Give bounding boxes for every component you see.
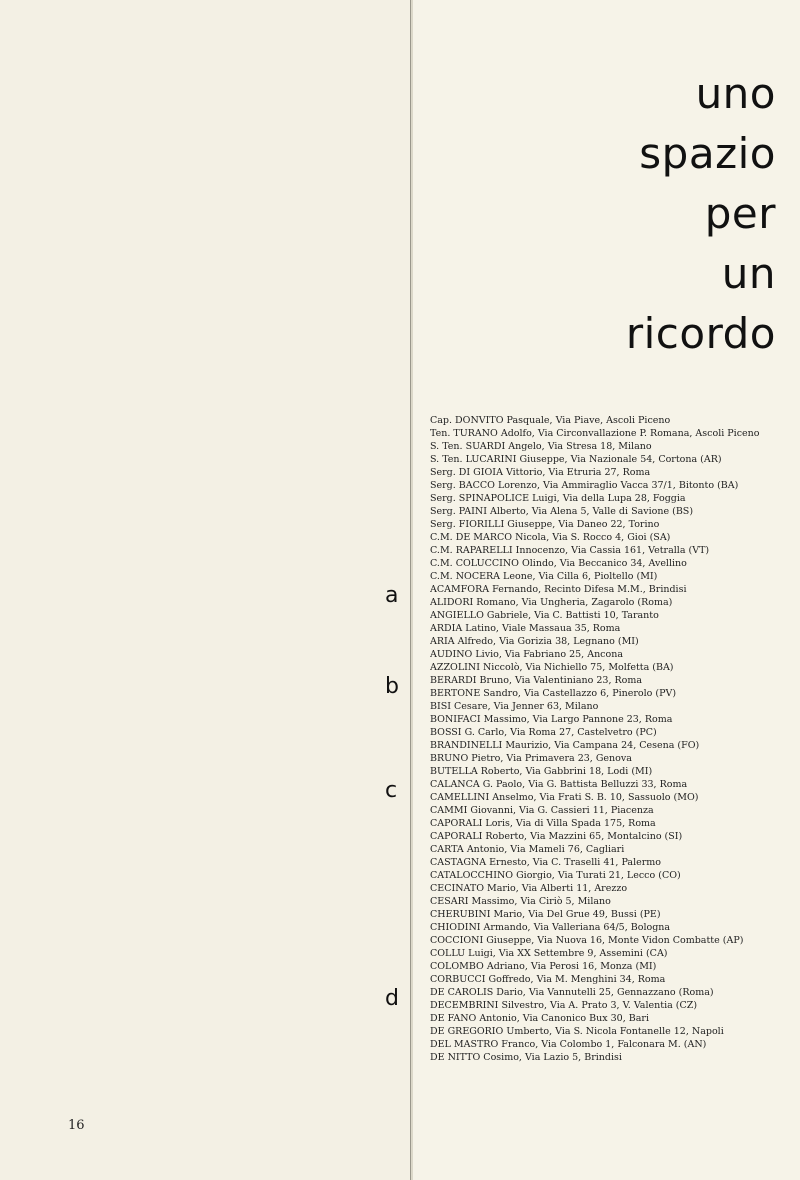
roster-entry: CAPORALI Loris, Via di Villa Spada 175, Roma xyxy=(430,818,656,829)
officer-entry: Serg. PAINI Alberto, Via Alena 5, Valle di Savione (BS) xyxy=(430,506,694,517)
roster-entry: COLOMBO Adriano, Via Perosi 16, Monza (MI) xyxy=(430,961,657,972)
title-line: spazio xyxy=(639,129,776,178)
page-number: 16 xyxy=(68,1118,85,1133)
roster-entry: CASTAGNA Ernesto, Via C. Traselli 41, Palermo xyxy=(430,857,662,868)
roster-entry: COLLU Luigi, Via XX Settembre 9, Assemini (CA) xyxy=(430,948,668,959)
officer-entry: Serg. SPINAPOLICE Luigi, Via della Lupa 28, Foggia xyxy=(430,493,686,504)
roster-entry: DE GREGORIO Umberto, Via S. Nicola Fontanelle 12, Napoli xyxy=(430,1026,724,1037)
section-letter: b xyxy=(385,674,399,699)
name-roster xyxy=(430,414,790,1064)
roster-entry: CALANCA G. Paolo, Via G. Battista Belluzzi 33, Roma xyxy=(430,779,688,790)
roster-entry: DE CAROLIS Dario, Via Vannutelli 25, Gennazzano (Roma) xyxy=(430,987,714,998)
officer-entry: Serg. DI GIOIA Vittorio, Via Etruria 27, Roma xyxy=(430,467,651,478)
roster-entry: CAMMI Giovanni, Via G. Cassieri 11, Piacenza xyxy=(430,805,654,816)
officer-entry: C.M. NOCERA Leone, Via Cilla 6, Pioltello (MI) xyxy=(430,571,658,582)
section-letter: a xyxy=(385,583,399,608)
roster-entry: CAPORALI Roberto, Via Mazzini 65, Montalcino (SI) xyxy=(430,831,683,842)
roster-entry: DE NITTO Cosimo, Via Lazio 5, Brindisi xyxy=(430,1052,622,1063)
roster-entry: ALIDORI Romano, Via Ungheria, Zagarolo (Roma) xyxy=(430,597,673,608)
roster-entry: BRANDINELLI Maurizio, Via Campana 24, Cesena (FO) xyxy=(430,740,700,751)
roster-entry: DEL MASTRO Franco, Via Colombo 1, Falconara M. (AN) xyxy=(430,1039,707,1050)
roster-entry: DECEMBRINI Silvestro, Via A. Prato 3, V. Valentia (CZ) xyxy=(430,1000,698,1011)
roster-entry: BOSSI G. Carlo, Via Roma 27, Castelvetro (PC) xyxy=(430,727,657,738)
roster-entry: BERARDI Bruno, Via Valentiniano 23, Roma xyxy=(430,675,643,686)
roster-entry: ANGIELLO Gabriele, Via C. Battisti 10, Taranto xyxy=(430,610,659,621)
roster-entry: CESARI Massimo, Via Ciriò 5, Milano xyxy=(430,896,611,907)
roster-entry: BISI Cesare, Via Jenner 63, Milano xyxy=(430,701,599,712)
section-letter: d xyxy=(385,986,399,1011)
roster-entry: BERTONE Sandro, Via Castellazzo 6, Pinerolo (PV) xyxy=(430,688,677,699)
roster-entry: CHERUBINI Mario, Via Del Grue 49, Bussi (PE) xyxy=(430,909,661,920)
officer-entry: Serg. FIORILLI Giuseppe, Via Daneo 22, Torino xyxy=(430,519,660,530)
roster-entry: BRUNO Pietro, Via Primavera 23, Genova xyxy=(430,753,632,764)
roster-entry: DE FANO Antonio, Via Canonico Bux 30, Bari xyxy=(430,1013,649,1024)
roster-entry: CECINATO Mario, Via Alberti 11, Arezzo xyxy=(430,883,628,894)
roster-entry: BONIFACI Massimo, Via Largo Pannone 23, Roma xyxy=(430,714,673,725)
title-line: ricordo xyxy=(625,309,776,358)
roster-entry: ACAMFORA Fernando, Recinto Difesa M.M., Brindisi xyxy=(430,584,687,595)
title-line: un xyxy=(721,249,776,298)
roster-entry: CARTA Antonio, Via Mameli 76, Cagliari xyxy=(430,844,625,855)
officer-entry: Serg. BACCO Lorenzo, Via Ammiraglio Vacca 37/1, Bitonto (BA) xyxy=(430,480,739,491)
section-letter: c xyxy=(385,778,398,803)
roster-entry: CORBUCCI Goffredo, Via M. Menghini 34, Roma xyxy=(430,974,666,985)
roster-entry: ARDIA Latino, Viale Massaua 35, Roma xyxy=(430,623,621,634)
title-line: per xyxy=(704,189,776,238)
officer-entry: S. Ten. LUCARINI Giuseppe, Via Nazionale 54, Cortona (AR) xyxy=(430,454,722,465)
roster-entry: CHIODINI Armando, Via Valleriana 64/5, Bologna xyxy=(430,922,671,933)
roster-entry: CATALOCCHINO Giorgio, Via Turati 21, Lecco (CO) xyxy=(430,870,681,881)
roster-entry: AUDINO Livio, Via Fabriano 25, Ancona xyxy=(430,649,624,660)
title-line: uno xyxy=(695,69,776,118)
roster-entry: COCCIONI Giuseppe, Via Nuova 16, Monte Vidon Combatte (AP) xyxy=(430,935,744,946)
officer-entry: Cap. DONVITO Pasquale, Via Piave, Ascoli Piceno xyxy=(430,415,671,426)
roster-entry: CAMELLINI Anselmo, Via Frati S. B. 10, Sassuolo (MO) xyxy=(430,792,699,803)
officer-entry: C.M. RAPARELLI Innocenzo, Via Cassia 161, Vetralla (VT) xyxy=(430,545,710,556)
roster-entry: AZZOLINI Niccolò, Via Nichiello 75, Molfetta (BA) xyxy=(430,662,674,673)
roster-entry: ARIA Alfredo, Via Gorizia 38, Legnano (MI) xyxy=(430,636,639,647)
officer-entry: C.M. DE MARCO Nicola, Via S. Rocco 4, Gioi (SA) xyxy=(430,532,671,543)
officer-entry: S. Ten. SUARDI Angelo, Via Stresa 18, Milano xyxy=(430,441,652,452)
roster-entry: BUTELLA Roberto, Via Gabbrini 18, Lodi (MI) xyxy=(430,766,653,777)
page-title xyxy=(436,64,776,364)
officer-entry: C.M. COLUCCINO Olindo, Via Beccanico 34, Avellino xyxy=(430,558,687,569)
officer-entry: Ten. TURANO Adolfo, Via Circonvallazione P. Romana, Ascoli Piceno xyxy=(430,428,760,439)
